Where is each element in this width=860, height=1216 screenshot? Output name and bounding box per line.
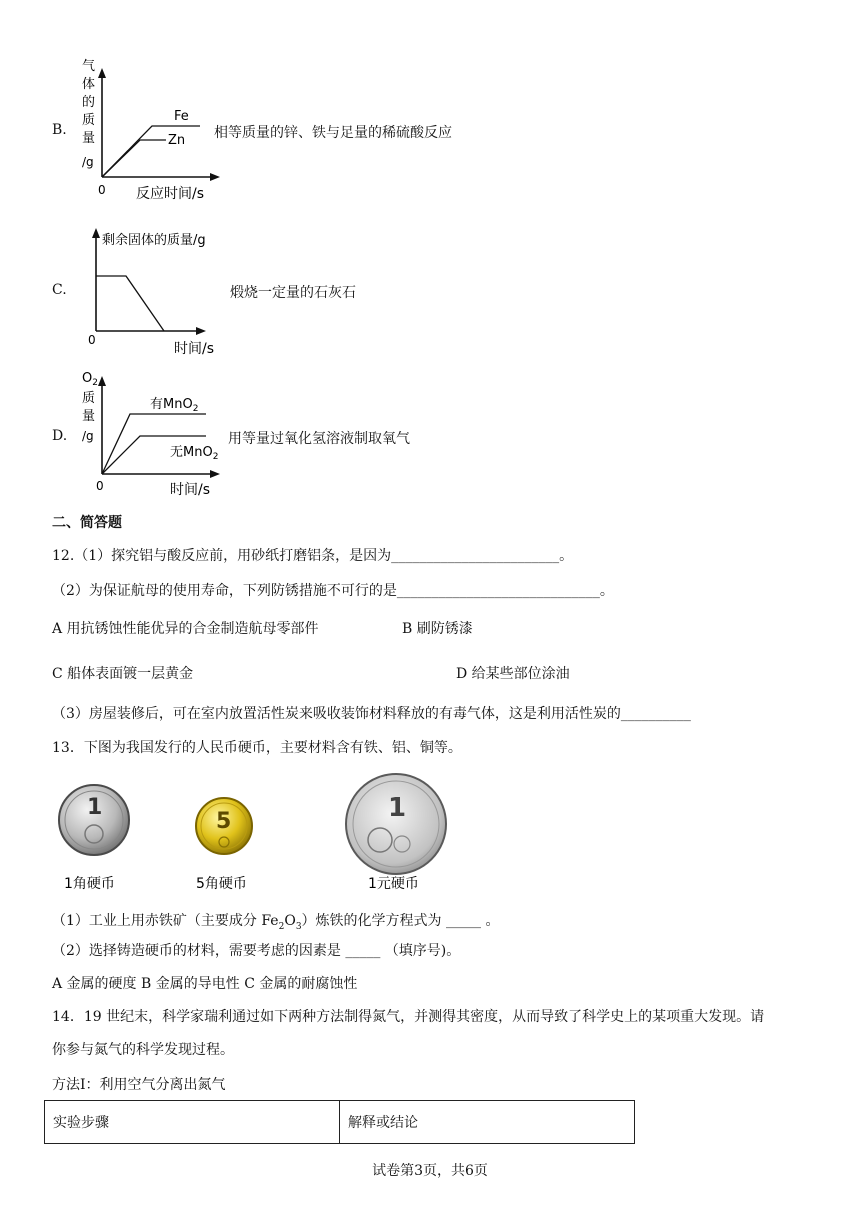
d-xlabel: 时间/s xyxy=(170,482,211,498)
coin-1yuan-caption: 1元硬币 xyxy=(368,876,419,892)
d-with-mno2-line xyxy=(102,414,206,474)
page-footer: 试卷第3页，共6页 xyxy=(372,1163,488,1179)
table-row xyxy=(45,1101,635,1144)
c-mass-line xyxy=(96,276,164,331)
q12-line3: （3）房屋装修后，可在室内放置活性炭来吸收装饰材料释放的有毒气体，这是利用活性炭的__________ xyxy=(52,706,691,722)
section-title: 二、简答题 xyxy=(52,515,122,531)
b-x-arrow xyxy=(210,173,220,181)
option-c-letter: C. xyxy=(52,282,67,298)
q12-option-b: B 刷防锈漆 xyxy=(402,621,473,637)
b-ylabel-char: 体 xyxy=(82,77,96,92)
c-y-arrow xyxy=(92,228,100,238)
q14-line1: 14．19 世纪末，科学家瑞利通过如下两种方法制得氮气，并测得其密度，从而导致了科学史上的某项重大发现。请 xyxy=(52,1009,765,1025)
b-origin: 0 xyxy=(98,183,106,197)
d-origin: 0 xyxy=(96,479,104,493)
option-b-letter: B. xyxy=(52,122,67,138)
d-y-unit: /g xyxy=(82,429,94,443)
coin-1jiao-caption: 1角硬币 xyxy=(64,876,115,892)
option-c-chart xyxy=(80,220,230,360)
b-ylabel-char: 的 xyxy=(82,95,96,110)
d-ylabel-top: $O_2$ xyxy=(82,371,98,388)
option-c-caption: 煅烧一定量的石灰石 xyxy=(230,285,356,301)
experiment-table xyxy=(44,1100,635,1144)
q13-line1: （1）工业上用赤铁矿（主要成分 $Fe_2O_3$）炼铁的化学方程式为 _____ 。 xyxy=(52,913,500,932)
option-d-chart xyxy=(78,366,233,501)
q12-line1: 12.（1）探究铝与酸反应前，用砂纸打磨铝条，是因为________________________。 xyxy=(52,548,574,564)
b-xlabel: 反应时间/s xyxy=(136,186,205,202)
d-ylabel-char: 量 xyxy=(82,409,96,424)
q14-line2: 你参与氮气的科学发现过程。 xyxy=(52,1042,234,1058)
coin-1jiao xyxy=(59,785,129,855)
b-ylabel-char: 量 xyxy=(82,131,96,146)
table-header-conclusion: 解释或结论 xyxy=(340,1101,635,1144)
coin-1yuan xyxy=(346,774,446,874)
b-series-fe: Fe xyxy=(174,109,189,124)
d-ylabel-char: 质 xyxy=(82,391,96,406)
coin-5jiao xyxy=(196,798,252,854)
b-zn-line xyxy=(102,140,166,177)
c-origin: 0 xyxy=(88,333,96,347)
q12-option-c: C 船体表面镀一层黄金 xyxy=(52,666,194,682)
q12-line2: （2）为保证航母的使用寿命，下列防锈措施不可行的是_____________________________。 xyxy=(52,583,614,599)
q14-method: 方法I：利用空气分离出氮气 xyxy=(52,1077,226,1093)
q13-line2: （2）选择铸造硬币的材料，需要考虑的因素是 _____ （填序号)。 xyxy=(52,943,461,959)
coin-figure xyxy=(50,770,470,898)
b-ylabel-char: 气 xyxy=(82,59,96,74)
c-ylabel: 剩余固体的质量/g xyxy=(102,233,206,248)
b-ylabel-char: 质 xyxy=(82,113,96,128)
q13-options: A 金属的硬度 B 金属的导电性 C 金属的耐腐蚀性 xyxy=(52,976,358,992)
option-d-caption: 用等量过氧化氢溶液制取氧气 xyxy=(228,431,410,447)
coin-1yuan-face: 1 xyxy=(388,793,407,823)
c-xlabel: 时间/s xyxy=(174,341,215,357)
coin-5jiao-caption: 5角硬币 xyxy=(196,876,247,892)
q12-option-d: D 给某些部位涂油 xyxy=(456,666,570,682)
option-b-caption: 相等质量的锌、铁与足量的稀硫酸反应 xyxy=(214,125,452,141)
coin-1jiao-face: 1 xyxy=(87,795,103,820)
b-fe-line xyxy=(102,126,200,177)
b-y-unit: /g xyxy=(82,155,94,169)
table-header-steps: 实验步骤 xyxy=(45,1101,340,1144)
d-x-arrow xyxy=(210,470,220,478)
d-series-1: 有MnO$_2$ xyxy=(150,397,199,414)
b-y-arrow xyxy=(98,68,106,78)
coin-5jiao-face: 5 xyxy=(216,809,232,834)
option-d-letter: D. xyxy=(52,428,68,444)
option-b-chart xyxy=(78,54,228,204)
c-x-arrow xyxy=(196,327,206,335)
q12-option-a: A 用抗锈蚀性能优异的合金制造航母零部件 xyxy=(52,621,319,637)
d-series-2: 无MnO$_2$ xyxy=(170,445,219,462)
q13-intro: 13．下图为我国发行的人民币硬币，主要材料含有铁、铝、铜等。 xyxy=(52,740,462,756)
b-series-zn: Zn xyxy=(168,133,186,148)
d-y-arrow xyxy=(98,376,106,386)
